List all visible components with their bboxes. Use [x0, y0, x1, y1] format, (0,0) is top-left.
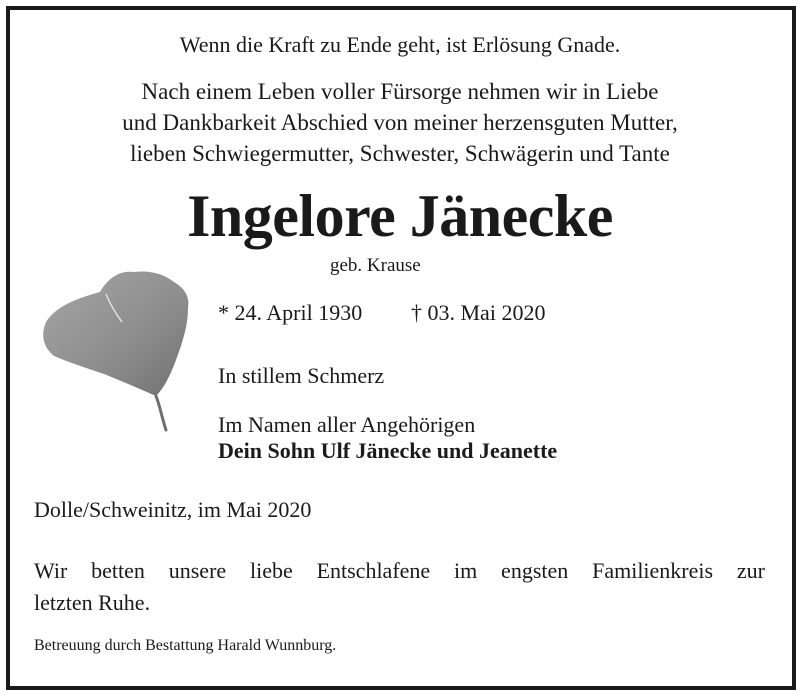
death-date: † 03. Mai 2020 — [411, 300, 546, 325]
place-date: Dolle/Schweinitz, im Mai 2020 — [34, 497, 312, 522]
motto: Wenn die Kraft zu Ende geht, ist Erlösung Gnade. — [179, 32, 621, 57]
on-behalf-text: Im Namen aller Angehörigen — [218, 412, 476, 437]
burial-text — [34, 555, 765, 619]
birth-date: * 24. April 1930 — [218, 300, 363, 325]
maiden-name: geb. Krause — [330, 255, 421, 276]
intro-line: Nach einem Leben voller Fürsorge nehmen wir in Liebe — [141, 79, 659, 104]
mourning-text: In stillem Schmerz — [218, 363, 385, 388]
intro-line: und Dankbarkeit Abschied von meiner herzensguten Mutter, — [122, 110, 678, 135]
signatory: Dein Sohn Ulf Jänecke und Jeanette — [218, 438, 558, 463]
deceased-name: Ingelore Jänecke — [187, 183, 613, 249]
ginkgo-leaf-icon — [38, 264, 208, 434]
intro-line: lieben Schwiegermutter, Schwester, Schwägerin und Tante — [130, 141, 670, 166]
undertaker-note: Betreuung durch Bestattung Harald Wunnburg. — [34, 637, 337, 654]
burial-line: letzten Ruhe. — [34, 590, 151, 615]
intro-text — [0, 76, 800, 169]
burial-line: Wir betten unsere liebe Entschlafene im engsten Familienkreis zur — [34, 558, 765, 583]
